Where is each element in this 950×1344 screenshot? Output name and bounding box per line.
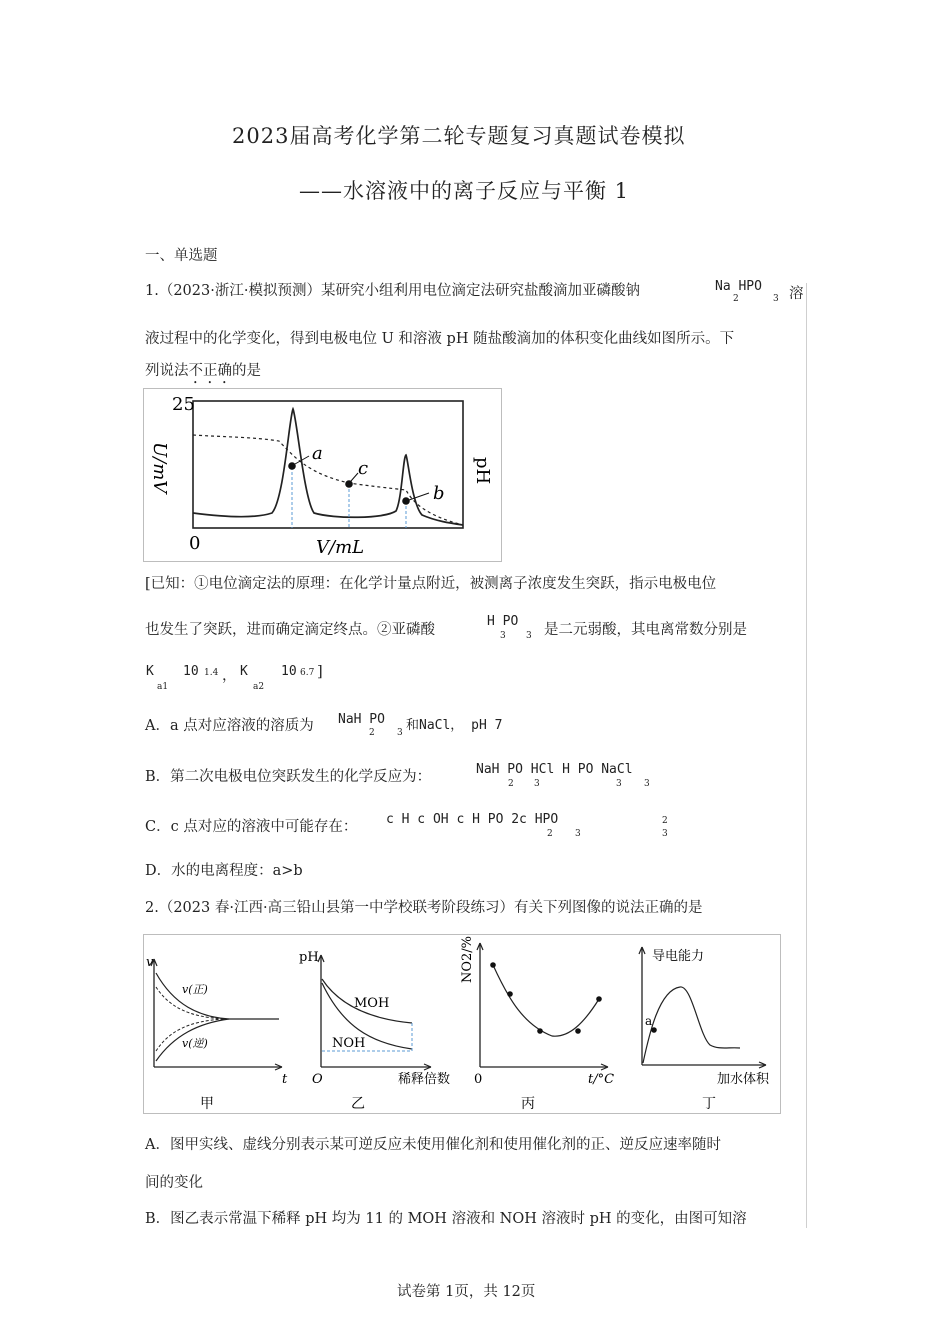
page-right-border [806, 283, 807, 1228]
q1-stem-line3 [145, 359, 261, 387]
jia-caption: 甲 [200, 1096, 214, 1112]
q1-chart [144, 389, 501, 561]
q1-formula-sub: 3 [773, 294, 779, 304]
bing-caption: 丙 [521, 1096, 535, 1112]
q1-stem-text: 的是 [232, 363, 261, 379]
q1-stem-text: 1.（2023·浙江·模拟预测）某研究小组利用电位滴定法研究盐酸滴加亚磷酸钠 [145, 283, 640, 299]
ding-x-label: 加水体积 [717, 1072, 770, 1087]
yi-y-label: pH [299, 950, 319, 965]
leader-b [409, 493, 429, 500]
label-c: c [358, 458, 369, 479]
ka2-exponent: 6.7 [300, 668, 315, 678]
panel-bing [460, 936, 614, 1112]
title-line-1: 2023届高考化学第二轮专题复习真题试卷模拟 [232, 124, 686, 148]
q1-emphasis: 不正确 [188, 363, 232, 379]
yi-x-label: 稀释倍数 [398, 1072, 451, 1087]
y-max-label: 25 [172, 394, 195, 415]
q1-formula-sub: 2 [733, 294, 739, 304]
q1-option-c[interactable] [145, 815, 357, 836]
y-right-label: pH [472, 457, 493, 485]
q1-figure [143, 388, 502, 562]
q1-formula: Na HPO [715, 279, 762, 294]
q1-note-line2-end: 是二元弱酸，其电离常数分别是 [544, 622, 747, 638]
yi-caption: 乙 [351, 1096, 365, 1112]
panel-jia [146, 955, 288, 1112]
q2-option-a-line2: 间的变化 [145, 1175, 203, 1191]
q1-stem-text: 列说法 [145, 363, 189, 379]
option-a-sub: 2 [369, 728, 375, 738]
ka1-sub: a1 [157, 682, 169, 692]
leader-c [351, 473, 358, 481]
q1-stem-line2: 液过程中的化学变化，得到电极电位 U 和溶液 pH 随盐酸滴加的体积变化曲线如图所示。下 [145, 331, 735, 347]
option-c-sub: 2 [662, 816, 668, 826]
point-a [288, 462, 296, 470]
yi-origin-label: O [312, 1072, 323, 1087]
ka1-symbol: K [146, 664, 154, 679]
panel-ding [639, 947, 770, 1112]
q2-figure [143, 934, 781, 1114]
q1-note-sub: 3 [526, 631, 532, 641]
bing-x-label: t/°C [588, 1072, 615, 1087]
q2-option-a-line1[interactable]: A．图甲实线、虚线分别表示某可逆反应未使用催化剂和使用催化剂的正、逆反应速率随时 [145, 1137, 721, 1153]
q2-charts [144, 935, 780, 1113]
jia-reverse-label: v(逆) [182, 1037, 208, 1050]
bing-origin-label: 0 [474, 1072, 483, 1087]
ka1-base: 10 [183, 664, 199, 679]
ding-y-label: 导电能力 [652, 949, 705, 964]
u-curve [193, 409, 463, 525]
option-text: A．a 点对应溶液的溶质为 [145, 718, 314, 734]
option-text: C．c 点对应的溶液中可能存在： [145, 819, 358, 835]
q1-option-d[interactable]: D．水的电离程度：a>b [145, 863, 303, 879]
point-b [402, 497, 410, 505]
ph-curve [193, 435, 463, 525]
option-b-formula: NaH PO HCl H PO NaCl [476, 762, 633, 777]
label-a: a [312, 443, 323, 464]
option-c-formula: c H c OH c H PO 2c HPO [386, 812, 559, 827]
q1-option-b[interactable] [145, 765, 431, 786]
jia-forward-label: v(正) [182, 983, 208, 996]
q1-note-line1: [已知：①电位滴定法的原理：在化学计量点附近，被测离子浓度发生突跃，指示电极电位 [145, 576, 717, 592]
q1-note-line2: 也发生了突跃，进而确定滴定终点。②亚磷酸 [145, 622, 435, 638]
x-origin-label: 0 [189, 533, 201, 554]
panel-yi [299, 950, 450, 1112]
option-a-formula: NaH PO [338, 712, 385, 727]
q2-stem: 2.（2023 春·江西·高三铅山县第一中学校联考阶段练习）有关下列图像的说法正确的是 [145, 900, 703, 916]
ka2-symbol: K [240, 664, 248, 679]
option-a-tail: 和NaCl， pH 7 [406, 718, 503, 733]
ka2-sub: a2 [253, 682, 265, 692]
q2-option-b[interactable]: B．图乙表示常温下稀释 pH 均为 11 的 MOH 溶液和 NOH 溶液时 pH 的变化，由图可知溶 [145, 1211, 747, 1227]
x-axis-label: V/mL [316, 537, 365, 558]
q1-note-formula: H PO [487, 614, 519, 629]
yi-moh-label: MOH [354, 996, 390, 1011]
jia-y-label: v [146, 955, 154, 970]
bing-y-label: NO2/% [460, 935, 475, 983]
ka1-exponent: 1.4 [204, 668, 219, 678]
option-b-sub: 2 [508, 779, 514, 789]
option-a-sub: 3 [397, 728, 403, 738]
option-b-sub: 3 [534, 779, 540, 789]
ka2-base: 10 [281, 664, 297, 679]
page-footer: 试卷第 1页，共 12页 [397, 1284, 536, 1300]
option-b-sub: 3 [644, 779, 650, 789]
ding-caption: 丁 [702, 1096, 716, 1112]
title-line-2: ——水溶液中的离子反应与平衡 1 [299, 179, 630, 203]
option-c-sub: 2 [547, 829, 553, 839]
option-c-sub: 3 [575, 829, 581, 839]
y-left-label: U/mV [149, 442, 170, 494]
k-separator: ， [222, 668, 237, 684]
label-b: b [433, 483, 445, 504]
k-end: ] [317, 664, 323, 680]
q1-note-sub: 3 [500, 631, 506, 641]
option-c-sub: 3 [662, 829, 668, 839]
plot-frame [193, 401, 463, 528]
yi-noh-label: NOH [332, 1036, 366, 1051]
section-heading: 一、单选题 [145, 248, 218, 264]
option-b-sub: 3 [616, 779, 622, 789]
point-c [345, 480, 353, 488]
ding-point-label: a [645, 1014, 653, 1028]
option-text: B．第二次电极电位突跃发生的化学反应为： [145, 769, 432, 785]
q1-option-a[interactable] [145, 714, 314, 735]
q1-stem-line1 [145, 279, 640, 300]
jia-x-label: t [282, 1072, 288, 1087]
q1-stem-text: 溶 [789, 286, 804, 302]
